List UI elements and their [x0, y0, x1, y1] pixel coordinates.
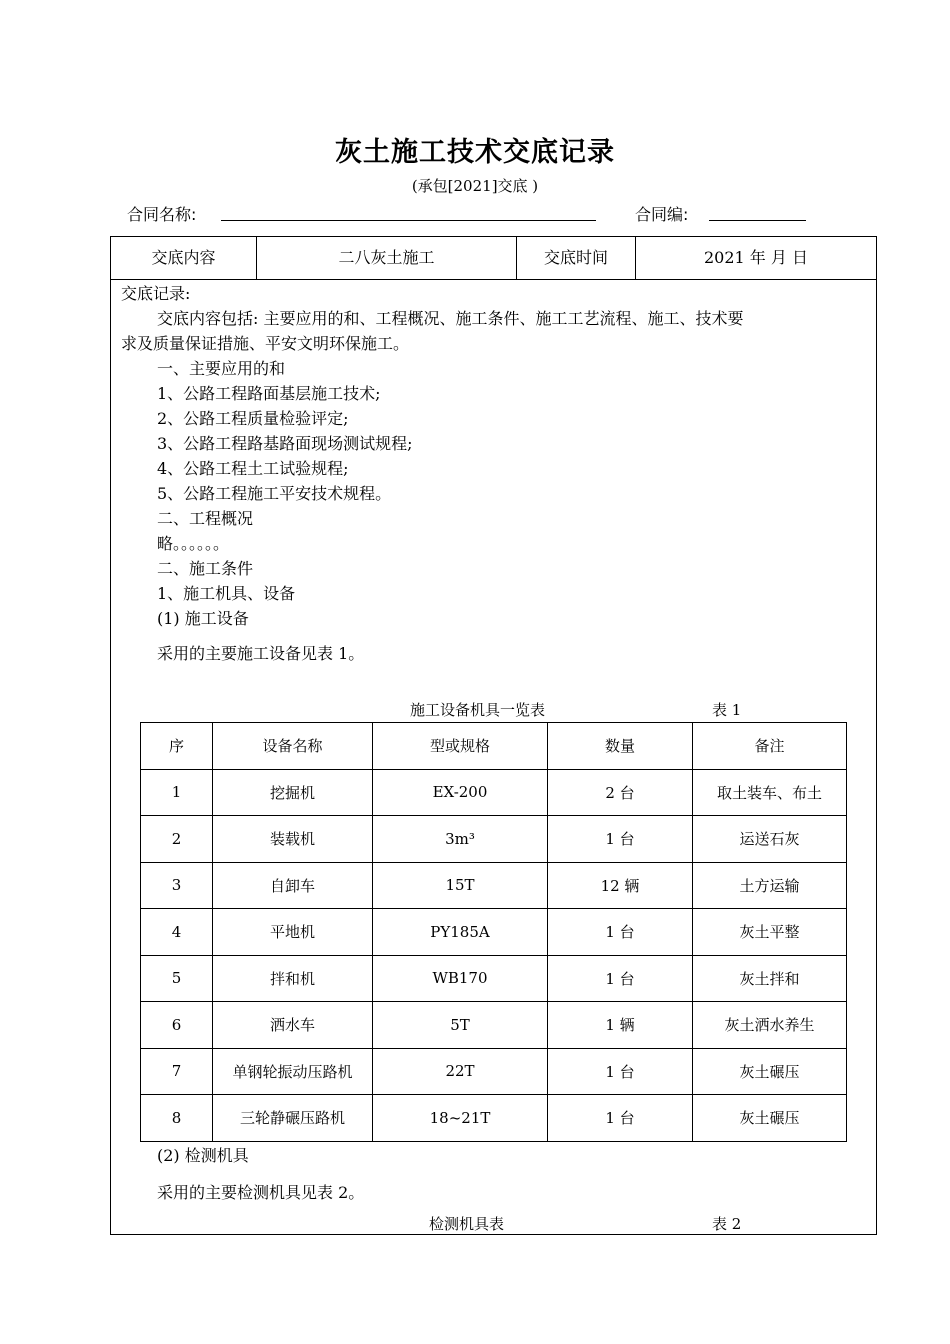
table-2-number: 表 2: [712, 1215, 742, 1233]
content-value-cell: 二八灰土施工: [257, 237, 517, 279]
table-cell: 12 辆: [548, 862, 693, 909]
section-1-heading: 一、主要应用的和: [157, 359, 286, 378]
column-header: 序: [141, 723, 213, 770]
list-item: 3、公路工程路基路面现场测试规程;: [157, 434, 413, 453]
section-2-heading: 二、工程概况: [157, 509, 254, 528]
record-frame: [110, 236, 877, 1235]
table-row: [141, 955, 847, 1002]
section-3-heading: 二、施工条件: [157, 559, 254, 578]
document-subtitle: (承包[2021]交底 ): [411, 177, 539, 195]
table-cell: 平地机: [213, 909, 373, 956]
record-label: 交底记录:: [121, 284, 191, 303]
table-cell: 1 台: [548, 955, 693, 1002]
table-cell: 灰土碾压: [693, 1095, 847, 1142]
list-item: 5、公路工程施工平安技术规程。: [157, 484, 392, 503]
time-label-cell: 交底时间: [517, 237, 636, 279]
table-cell: 取土装车、布土: [693, 769, 847, 816]
table-cell: 灰土碾压: [693, 1048, 847, 1095]
table-cell: 3m³: [373, 816, 548, 863]
table-cell: 洒水车: [213, 1002, 373, 1049]
table-cell: 自卸车: [213, 862, 373, 909]
table-cell: 1 台: [548, 909, 693, 956]
intro-line-1: 交底内容包括: 主要应用的和、工程概况、施工条件、施工工艺流程、施工、技术要: [157, 309, 744, 328]
table-row: [141, 1095, 847, 1142]
omitted-text: 略。。。。。。: [157, 534, 230, 553]
list-item: 4、公路工程土工试验规程;: [157, 459, 349, 478]
paragraph: 采用的主要检测机具见表 2。: [157, 1183, 365, 1202]
table-cell: 单钢轮振动压路机: [213, 1048, 373, 1095]
contract-no-blank: [709, 220, 806, 221]
table-2-caption: 检测机具表: [429, 1215, 505, 1233]
list-item: 2、公路工程质量检验评定;: [157, 409, 349, 428]
table-row: [141, 862, 847, 909]
table-cell: 1: [141, 769, 213, 816]
table-cell: 8: [141, 1095, 213, 1142]
document-title: 灰土施工技术交底记录: [335, 137, 615, 168]
table-1-caption: 施工设备机具一览表: [410, 701, 546, 719]
table-row: [141, 816, 847, 863]
table-cell: 18~21T: [373, 1095, 548, 1142]
subsection-heading: 1、施工机具、设备: [157, 584, 296, 603]
column-header: 设备名称: [213, 723, 373, 770]
table-cell: 灰土洒水养生: [693, 1002, 847, 1049]
column-header: 备注: [693, 723, 847, 770]
table-cell: 7: [141, 1048, 213, 1095]
record-header-row: [111, 237, 876, 280]
table-cell: 运送石灰: [693, 816, 847, 863]
table-cell: 1 辆: [548, 1002, 693, 1049]
table-1-number: 表 1: [712, 701, 742, 719]
table-cell: 拌和机: [213, 955, 373, 1002]
table-cell: 15T: [373, 862, 548, 909]
table-cell: 22T: [373, 1048, 548, 1095]
column-header: 数量: [548, 723, 693, 770]
contract-info-row: [127, 200, 827, 226]
table-row: [141, 769, 847, 816]
equipment-table: [140, 722, 847, 1142]
table-cell: 1 台: [548, 1048, 693, 1095]
subsection-heading: (1) 施工设备: [157, 609, 249, 628]
subsection-heading: (2) 检测机具: [157, 1146, 249, 1165]
table-cell: 挖掘机: [213, 769, 373, 816]
table-cell: 5T: [373, 1002, 548, 1049]
table-cell: 1 台: [548, 1095, 693, 1142]
time-value-cell: 2021 年 月 日: [704, 248, 808, 267]
table-cell: 灰土平整: [693, 909, 847, 956]
table-cell: 2 台: [548, 769, 693, 816]
table-cell: 三轮静碾压路机: [213, 1095, 373, 1142]
table-row: [141, 1002, 847, 1049]
table-row: [141, 1048, 847, 1095]
contract-name-blank: [221, 220, 596, 221]
table-cell: EX-200: [373, 769, 548, 816]
table-cell: 5: [141, 955, 213, 1002]
table-cell: 装载机: [213, 816, 373, 863]
table-cell: 2: [141, 816, 213, 863]
content-label-cell: 交底内容: [111, 237, 257, 279]
table-cell: PY185A: [373, 909, 548, 956]
table-cell: 灰土拌和: [693, 955, 847, 1002]
table-row: [141, 909, 847, 956]
contract-no-label: 合同编:: [635, 205, 689, 224]
table-cell: WB170: [373, 955, 548, 1002]
intro-line-2: 求及质量保证措施、平安文明环保施工。: [121, 334, 410, 353]
table-cell: 3: [141, 862, 213, 909]
contract-name-label: 合同名称:: [127, 205, 197, 224]
list-item: 1、公路工程路面基层施工技术;: [157, 384, 381, 403]
paragraph: 采用的主要施工设备见表 1。: [157, 644, 365, 663]
column-header: 型或规格: [373, 723, 548, 770]
table-cell: 6: [141, 1002, 213, 1049]
table-cell: 1 台: [548, 816, 693, 863]
table-header-row: [141, 723, 847, 770]
table-cell: 4: [141, 909, 213, 956]
table-cell: 土方运输: [693, 862, 847, 909]
